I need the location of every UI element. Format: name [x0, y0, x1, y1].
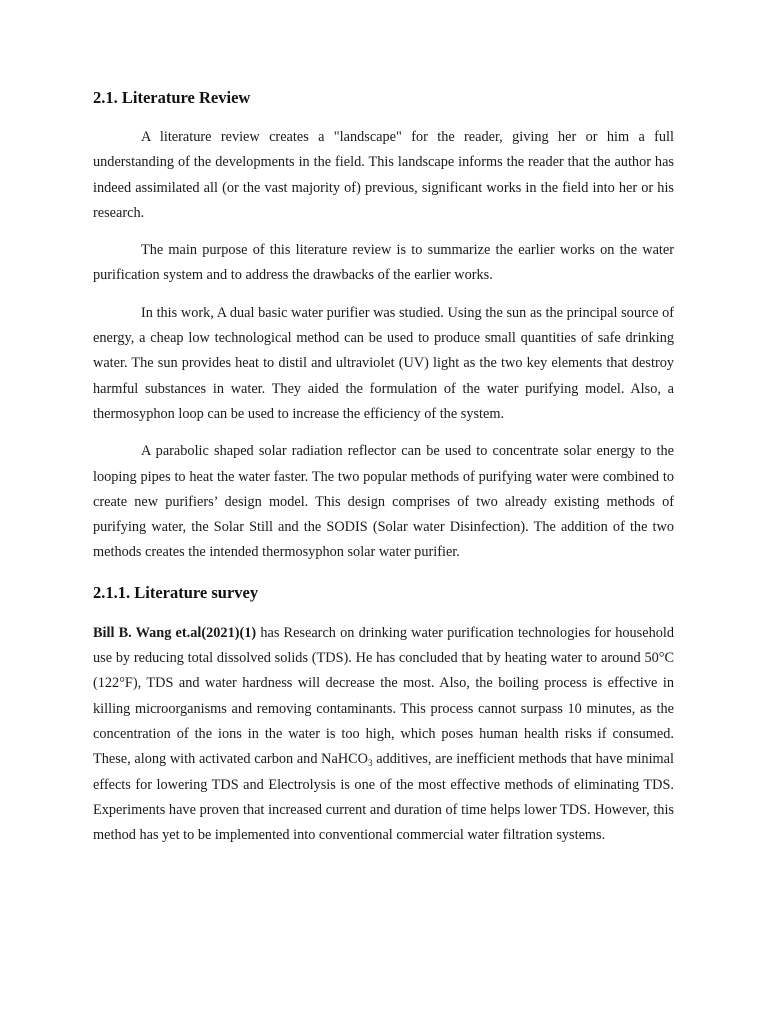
citation-author: Bill B. Wang et.al(2021)(1) — [93, 624, 257, 641]
paragraph-main-purpose: The main purpose of this literature review is to summarize the earlier works on the water purification system and to address the drawbacks of the earlier works. — [93, 242, 674, 284]
chemical-formula-subscript: 3 — [368, 758, 373, 769]
section-heading-literature-survey: 2.1.1. Literature survey — [93, 582, 259, 602]
paragraph-survey-entry-wang — [93, 621, 674, 849]
section-heading-literature-review: 2.1. Literature Review — [93, 88, 251, 107]
paragraph-landscape: A literature review creates a "landscape" for the reader, giving her or him a full understanding of the developments in the field. This landscape informs the reader that the author has indeed assimilated all (or the vast majority of) previous, significant works in the field into her or his research. — [93, 129, 674, 221]
chemical-formula-base: NaHCO — [321, 751, 369, 768]
paragraph-dual-purifier: In this work, A dual basic water purifier was studied. Using the sun as the principal source of energy, a cheap low technological method can be used to produce small quantities of safe drinking water. The sun provides heat to distil and ultraviolet (UV) light as the two key elements that destroy harmful substances in water. They aided the formulation of the water purifying model. Also, a thermosyphon loop can be used to increase the efficiency of the system. — [93, 304, 674, 422]
chemical-formula — [321, 751, 372, 767]
document-page — [93, 86, 674, 860]
survey-text-part2: additives, are inefficient methods that have minimal effects for lowering TDS and Electrolysis is one of the most effective methods of eliminating TDS. Experiments have proven that increased current and duration of time helps lower TDS. However, this method has yet to be implemented into conventional commercial water filtration systems. — [93, 751, 674, 844]
survey-text-part1: has Research on drinking water purification technologies for household use by reducing total dissolved solids (TDS). He has concluded that by heating water to around 50°C (122°F), TDS and water hardness will decrease the most. Also, the boiling process is effective in killing microorganisms and removing contaminants. This process cannot surpass 10 minutes, as the concentration of the ions in the water is too high, which poses human health risks if consumed. These, along with activated carbon and — [93, 624, 674, 768]
paragraph-parabolic-reflector: A parabolic shaped solar radiation reflector can be used to concentrate solar energy to the looping pipes to heat the water faster. The two popular methods of purifying water were combined to create new purifiers’ design model. This design comprises of two already existing methods of purifying water, the Solar Still and the SODIS (Solar water Disinfection). The addition of the two methods creates the intended thermosyphon solar water purifier. — [93, 443, 674, 561]
